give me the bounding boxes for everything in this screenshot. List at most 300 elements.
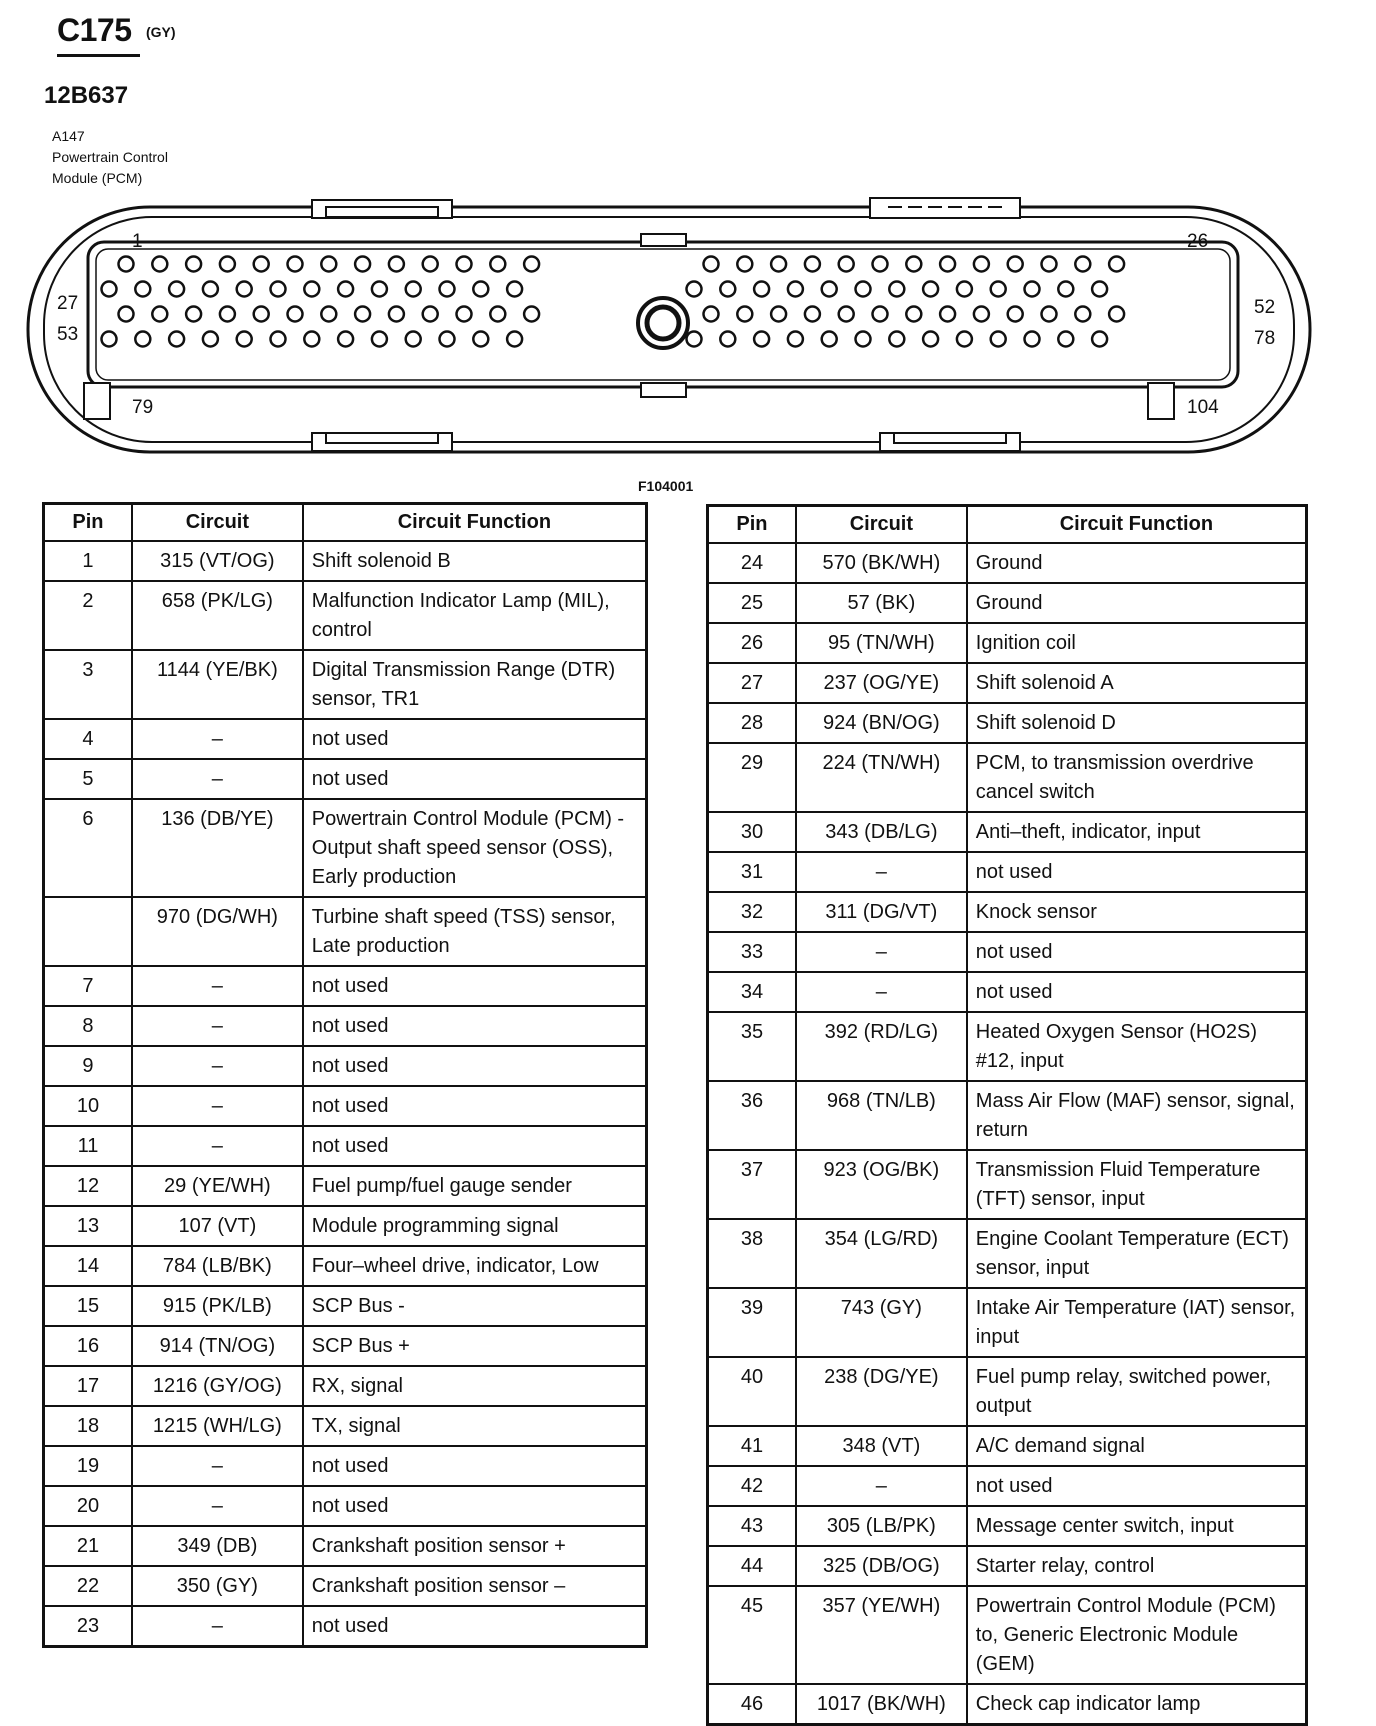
pin-hole xyxy=(974,257,989,272)
pin-cell: 2 xyxy=(44,581,132,650)
function-cell: Malfunction Indicator Lamp (MIL), control xyxy=(303,581,647,650)
center-bolt-inner xyxy=(647,307,679,339)
circuit-cell: 343 (DB/LG) xyxy=(796,812,967,852)
pin-hole xyxy=(1042,307,1057,322)
function-cell: Ground xyxy=(967,543,1307,583)
function-cell: Ignition coil xyxy=(967,623,1307,663)
function-cell: Fuel pump relay, switched power, output xyxy=(967,1357,1307,1426)
function-cell: Four–wheel drive, indicator, Low xyxy=(303,1246,647,1286)
function-cell: not used xyxy=(303,1486,647,1526)
pin-hole xyxy=(788,282,803,297)
pin-hole xyxy=(788,332,803,347)
circuit-cell: – xyxy=(132,1446,303,1486)
table-row xyxy=(44,650,647,719)
circuit-cell: 968 (TN/LB) xyxy=(796,1081,967,1150)
function-cell: Transmission Fluid Temperature (TFT) sensor, input xyxy=(967,1150,1307,1219)
circuit-cell: 914 (TN/OG) xyxy=(132,1326,303,1366)
pin-cell: 38 xyxy=(708,1219,796,1288)
table-row xyxy=(44,1046,647,1086)
pin-hole xyxy=(254,307,269,322)
table-row xyxy=(44,541,647,581)
pin-hole xyxy=(389,257,404,272)
circuit-cell: 95 (TN/WH) xyxy=(796,623,967,663)
table-row xyxy=(708,1012,1307,1081)
circuit-cell: 570 (BK/WH) xyxy=(796,543,967,583)
pin-hole xyxy=(1025,332,1040,347)
table-row xyxy=(44,1446,647,1486)
circuit-cell: 315 (VT/OG) xyxy=(132,541,303,581)
figure-reference: F104001 xyxy=(638,478,694,494)
title-underline xyxy=(57,54,140,57)
table-header-row xyxy=(708,506,1307,544)
function-cell: not used xyxy=(967,972,1307,1012)
table-row xyxy=(708,623,1307,663)
function-cell: Ground xyxy=(967,583,1307,623)
table-row xyxy=(44,1406,647,1446)
table-row xyxy=(44,1326,647,1366)
pin-cell: 7 xyxy=(44,966,132,1006)
circuit-cell: – xyxy=(132,1086,303,1126)
pin-hole xyxy=(687,282,702,297)
header-circuit: Circuit xyxy=(132,504,303,542)
function-cell: not used xyxy=(303,759,647,799)
table-row xyxy=(708,1426,1307,1466)
pin-hole xyxy=(991,332,1006,347)
pin-hole xyxy=(186,307,201,322)
pin-cell: 20 xyxy=(44,1486,132,1526)
function-cell: Shift solenoid A xyxy=(967,663,1307,703)
circuit-cell: 238 (DG/YE) xyxy=(796,1357,967,1426)
pin-hole xyxy=(135,332,150,347)
pin-hole xyxy=(271,332,286,347)
table-row xyxy=(708,1506,1307,1546)
circuit-cell: – xyxy=(796,932,967,972)
pin-hole xyxy=(822,332,837,347)
pin-hole xyxy=(237,282,252,297)
table-row xyxy=(44,1166,647,1206)
table-row xyxy=(708,663,1307,703)
pin-hole xyxy=(873,307,888,322)
pin-hole xyxy=(839,257,854,272)
function-cell: Module programming signal xyxy=(303,1206,647,1246)
circuit-cell: 348 (VT) xyxy=(796,1426,967,1466)
pin-hole xyxy=(473,332,488,347)
pin-hole xyxy=(873,257,888,272)
pin-hole xyxy=(737,307,752,322)
pin-hole xyxy=(152,307,167,322)
pin-label-79: 79 xyxy=(132,397,154,418)
function-cell: not used xyxy=(303,1446,647,1486)
table-row xyxy=(44,1526,647,1566)
pin-cell: 44 xyxy=(708,1546,796,1586)
pin-cell: 10 xyxy=(44,1086,132,1126)
pin-hole xyxy=(704,257,719,272)
circuit-cell: 1215 (WH/LG) xyxy=(132,1406,303,1446)
function-cell: not used xyxy=(967,852,1307,892)
pin-hole xyxy=(507,332,522,347)
table-row xyxy=(44,759,647,799)
pin-hole xyxy=(237,332,252,347)
pin-cell: 17 xyxy=(44,1366,132,1406)
center-key-bottom xyxy=(641,383,686,397)
pin-hole xyxy=(355,257,370,272)
function-cell: SCP Bus - xyxy=(303,1286,647,1326)
table-row xyxy=(708,892,1307,932)
circuit-cell: – xyxy=(132,1006,303,1046)
pin-cell: 16 xyxy=(44,1326,132,1366)
circuit-cell: 658 (PK/LG) xyxy=(132,581,303,650)
pin-hole xyxy=(720,332,735,347)
pin-hole xyxy=(720,282,735,297)
table-row xyxy=(44,1486,647,1526)
pin-cell: 29 xyxy=(708,743,796,812)
circuit-cell: 107 (VT) xyxy=(132,1206,303,1246)
pin-hole xyxy=(1058,332,1073,347)
function-cell: Anti–theft, indicator, input xyxy=(967,812,1307,852)
function-cell: Starter relay, control xyxy=(967,1546,1307,1586)
pin-hole xyxy=(957,332,972,347)
pin-hole xyxy=(1092,332,1107,347)
pin-cell: 27 xyxy=(708,663,796,703)
table-row xyxy=(44,1366,647,1406)
pin-hole xyxy=(254,257,269,272)
circuit-cell: 354 (LG/RD) xyxy=(796,1219,967,1288)
component-name-line1: Powertrain Control xyxy=(52,149,168,165)
pin-hole xyxy=(338,332,353,347)
pin-hole xyxy=(338,282,353,297)
pin-hole xyxy=(1092,282,1107,297)
pin-hole xyxy=(805,307,820,322)
pin-field-border xyxy=(88,242,1238,387)
circuit-cell: 1017 (BK/WH) xyxy=(796,1684,967,1725)
pin-hole xyxy=(737,257,752,272)
circuit-cell: – xyxy=(132,1606,303,1647)
pin-cell: 18 xyxy=(44,1406,132,1446)
pin-hole xyxy=(169,332,184,347)
pin-hole xyxy=(1025,282,1040,297)
pin-hole xyxy=(687,332,702,347)
table-row xyxy=(708,852,1307,892)
circuit-cell: 305 (LB/PK) xyxy=(796,1506,967,1546)
pin-hole xyxy=(304,282,319,297)
pin-hole xyxy=(220,257,235,272)
pin-hole xyxy=(1058,282,1073,297)
pin-hole xyxy=(754,332,769,347)
pin-cell: 24 xyxy=(708,543,796,583)
pin-hole xyxy=(923,282,938,297)
circuit-cell: – xyxy=(796,972,967,1012)
pin-hole xyxy=(271,282,286,297)
pin-hole xyxy=(304,332,319,347)
pin-hole xyxy=(524,307,539,322)
pin-hole xyxy=(839,307,854,322)
pin-hole xyxy=(490,257,505,272)
pin-hole xyxy=(889,332,904,347)
pin-hole xyxy=(524,257,539,272)
function-cell: Powertrain Control Module (PCM) to, Generic Electronic Module (GEM) xyxy=(967,1586,1307,1684)
pin-hole xyxy=(991,282,1006,297)
pin-hole xyxy=(135,282,150,297)
table-row xyxy=(44,1086,647,1126)
pin-hole xyxy=(423,307,438,322)
pin-cell xyxy=(44,897,132,966)
pin-label-27: 27 xyxy=(57,293,79,314)
connector-face-diagram xyxy=(0,195,1376,470)
pin-hole xyxy=(822,282,837,297)
pin-cell: 4 xyxy=(44,719,132,759)
part-number: 12B637 xyxy=(44,82,129,109)
table-row xyxy=(708,703,1307,743)
circuit-cell: 924 (BN/OG) xyxy=(796,703,967,743)
header-function: Circuit Function xyxy=(967,506,1307,544)
pin-cell: 45 xyxy=(708,1586,796,1684)
pin-hole xyxy=(457,257,472,272)
function-cell: not used xyxy=(303,1606,647,1647)
header-pin: Pin xyxy=(708,506,796,544)
table-row xyxy=(708,1150,1307,1219)
pin-hole xyxy=(288,257,303,272)
pin-holes xyxy=(102,257,1125,347)
function-cell: RX, signal xyxy=(303,1366,647,1406)
pin-hole xyxy=(119,257,134,272)
function-cell: SCP Bus + xyxy=(303,1326,647,1366)
table-row xyxy=(44,1606,647,1647)
circuit-cell: – xyxy=(796,852,967,892)
pin-cell: 34 xyxy=(708,972,796,1012)
pin-hole xyxy=(940,257,955,272)
pin-hole xyxy=(152,257,167,272)
pin-cell: 15 xyxy=(44,1286,132,1326)
pin-hole xyxy=(1042,257,1057,272)
circuit-cell: 357 (YE/WH) xyxy=(796,1586,967,1684)
circuit-cell: 311 (DG/VT) xyxy=(796,892,967,932)
top-latch-left xyxy=(312,200,452,218)
pin-cell: 30 xyxy=(708,812,796,852)
table-header-row xyxy=(44,504,647,542)
function-cell: not used xyxy=(967,1466,1307,1506)
header-pin: Pin xyxy=(44,504,132,542)
pin-hole xyxy=(923,332,938,347)
pin-hole xyxy=(169,282,184,297)
pin-cell: 37 xyxy=(708,1150,796,1219)
pin-hole xyxy=(1075,257,1090,272)
circuit-cell: 325 (DB/OG) xyxy=(796,1546,967,1586)
table-row xyxy=(708,1288,1307,1357)
function-cell: Shift solenoid B xyxy=(303,541,647,581)
circuit-cell: 350 (GY) xyxy=(132,1566,303,1606)
circuit-cell: – xyxy=(132,1486,303,1526)
circuit-cell: 970 (DG/WH) xyxy=(132,897,303,966)
circuit-cell: 915 (PK/LB) xyxy=(132,1286,303,1326)
table-row xyxy=(708,1081,1307,1150)
pin-hole xyxy=(1109,307,1124,322)
circuit-cell: – xyxy=(132,1126,303,1166)
table-row xyxy=(44,1206,647,1246)
pin-cell: 25 xyxy=(708,583,796,623)
table-row xyxy=(708,1546,1307,1586)
pin-cell: 26 xyxy=(708,623,796,663)
pin-hole xyxy=(186,257,201,272)
table-row xyxy=(44,719,647,759)
pin-hole xyxy=(805,257,820,272)
function-cell: Mass Air Flow (MAF) sensor, signal, return xyxy=(967,1081,1307,1150)
pin-cell: 5 xyxy=(44,759,132,799)
pin-cell: 9 xyxy=(44,1046,132,1086)
circuit-cell: – xyxy=(132,719,303,759)
circuit-cell: 136 (DB/YE) xyxy=(132,799,303,897)
pin-cell: 33 xyxy=(708,932,796,972)
pin-hole xyxy=(473,282,488,297)
table-row xyxy=(44,897,647,966)
pin-cell: 19 xyxy=(44,1446,132,1486)
table-row xyxy=(708,972,1307,1012)
pin-hole xyxy=(406,332,421,347)
pin-hole xyxy=(406,282,421,297)
function-cell: A/C demand signal xyxy=(967,1426,1307,1466)
function-cell: Knock sensor xyxy=(967,892,1307,932)
pin-hole xyxy=(440,282,455,297)
pin-cell: 40 xyxy=(708,1357,796,1426)
pin-hole xyxy=(372,282,387,297)
table-row xyxy=(708,1219,1307,1288)
circuit-cell: 1144 (YE/BK) xyxy=(132,650,303,719)
circuit-cell: 237 (OG/YE) xyxy=(796,663,967,703)
function-cell: Fuel pump/fuel gauge sender xyxy=(303,1166,647,1206)
connector-inner-shell xyxy=(44,217,1294,442)
function-cell: Crankshaft position sensor + xyxy=(303,1526,647,1566)
function-cell: Powertrain Control Module (PCM) - Output shaft speed sensor (OSS), Early production xyxy=(303,799,647,897)
function-cell: Turbine shaft speed (TSS) sensor, Late production xyxy=(303,897,647,966)
pin-label-104: 104 xyxy=(1187,397,1219,418)
circuit-cell: – xyxy=(132,966,303,1006)
pin-table-right xyxy=(706,504,1308,1726)
circuit-cell: 784 (LB/BK) xyxy=(132,1246,303,1286)
connector-color: (GY) xyxy=(146,24,176,40)
pin-cell: 28 xyxy=(708,703,796,743)
function-cell: Check cap indicator lamp xyxy=(967,1684,1307,1725)
pin-hole xyxy=(119,307,134,322)
pin-hole xyxy=(355,307,370,322)
function-cell: PCM, to transmission overdrive cancel switch xyxy=(967,743,1307,812)
pin-cell: 36 xyxy=(708,1081,796,1150)
pin-cell: 31 xyxy=(708,852,796,892)
pin-cell: 14 xyxy=(44,1246,132,1286)
pin-hole xyxy=(102,282,117,297)
function-cell: Shift solenoid D xyxy=(967,703,1307,743)
pin-hole xyxy=(203,282,218,297)
table-row xyxy=(44,1006,647,1046)
pin-hole xyxy=(957,282,972,297)
pin-hole xyxy=(490,307,505,322)
table-row xyxy=(708,583,1307,623)
function-cell: not used xyxy=(303,719,647,759)
function-cell: Engine Coolant Temperature (ECT) sensor, input xyxy=(967,1219,1307,1288)
corner-tab-left xyxy=(84,383,110,419)
pin-hole xyxy=(940,307,955,322)
component-id: A147 xyxy=(52,128,85,144)
pin-hole xyxy=(372,332,387,347)
pin-cell: 21 xyxy=(44,1526,132,1566)
pin-cell: 39 xyxy=(708,1288,796,1357)
circuit-cell: 224 (TN/WH) xyxy=(796,743,967,812)
table-row xyxy=(708,812,1307,852)
table-row xyxy=(44,581,647,650)
pin-hole xyxy=(1109,257,1124,272)
table-row xyxy=(44,1566,647,1606)
table-row xyxy=(708,1684,1307,1725)
circuit-cell: – xyxy=(796,1466,967,1506)
function-cell: Heated Oxygen Sensor (HO2S) #12, input xyxy=(967,1012,1307,1081)
pin-cell: 42 xyxy=(708,1466,796,1506)
pin-hole xyxy=(1075,307,1090,322)
table-row xyxy=(44,1126,647,1166)
pin-cell: 32 xyxy=(708,892,796,932)
table-row xyxy=(708,543,1307,583)
function-cell: Digital Transmission Range (DTR) sensor, TR1 xyxy=(303,650,647,719)
corner-tab-right xyxy=(1148,383,1174,419)
pin-cell: 46 xyxy=(708,1684,796,1725)
pin-hole xyxy=(321,257,336,272)
pin-hole xyxy=(203,332,218,347)
pin-label-53: 53 xyxy=(57,324,79,345)
pin-hole xyxy=(1008,257,1023,272)
pin-cell: 41 xyxy=(708,1426,796,1466)
pin-table-left xyxy=(42,502,648,1648)
circuit-cell: 923 (OG/BK) xyxy=(796,1150,967,1219)
pin-hole xyxy=(220,307,235,322)
pin-label-78: 78 xyxy=(1254,328,1276,349)
header-circuit: Circuit xyxy=(796,506,967,544)
pin-cell: 23 xyxy=(44,1606,132,1647)
circuit-cell: – xyxy=(132,759,303,799)
pin-cell: 12 xyxy=(44,1166,132,1206)
table-row xyxy=(44,966,647,1006)
pin-cell: 11 xyxy=(44,1126,132,1166)
pin-cell: 8 xyxy=(44,1006,132,1046)
pin-hole xyxy=(423,257,438,272)
pin-hole xyxy=(507,282,522,297)
table-row xyxy=(708,1466,1307,1506)
pin-hole xyxy=(288,307,303,322)
pin-hole xyxy=(754,282,769,297)
pin-cell: 6 xyxy=(44,799,132,897)
pin-cell: 13 xyxy=(44,1206,132,1246)
function-cell: not used xyxy=(967,932,1307,972)
circuit-cell: 392 (RD/LG) xyxy=(796,1012,967,1081)
pin-cell: 1 xyxy=(44,541,132,581)
function-cell: not used xyxy=(303,1126,647,1166)
function-cell: not used xyxy=(303,1086,647,1126)
pin-hole xyxy=(440,332,455,347)
pin-hole xyxy=(906,307,921,322)
pin-cell: 43 xyxy=(708,1506,796,1546)
table-row xyxy=(44,1286,647,1326)
pin-hole xyxy=(321,307,336,322)
pin-hole xyxy=(102,332,117,347)
pin-hole xyxy=(457,307,472,322)
pin-hole xyxy=(856,332,871,347)
pin-hole xyxy=(856,282,871,297)
pin-label-26: 26 xyxy=(1187,231,1209,252)
function-cell: TX, signal xyxy=(303,1406,647,1446)
circuit-cell: 29 (YE/WH) xyxy=(132,1166,303,1206)
connector-title: C175 xyxy=(57,12,132,48)
component-name-line2: Module (PCM) xyxy=(52,170,143,186)
pin-hole xyxy=(389,307,404,322)
pin-cell: 3 xyxy=(44,650,132,719)
table-row xyxy=(44,799,647,897)
pin-hole xyxy=(704,307,719,322)
